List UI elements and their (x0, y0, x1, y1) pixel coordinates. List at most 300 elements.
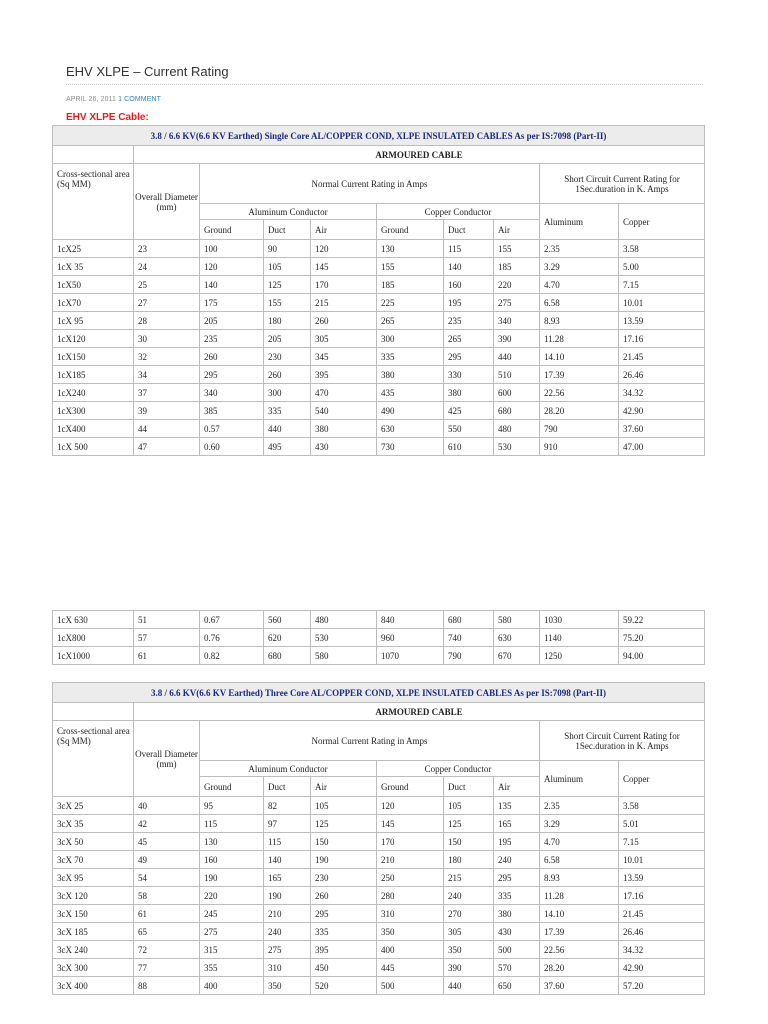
cross-section-header: Cross-sectional area (Sq MM) (53, 164, 134, 240)
cell-al-ground: 190 (200, 869, 264, 887)
cell-cu-duct: 380 (444, 384, 494, 402)
table-row (53, 869, 705, 887)
cell-sc-copper: 5.01 (619, 815, 705, 833)
cell-sc-aluminum: 28.20 (540, 959, 619, 977)
cell-cu-duct: 215 (444, 869, 494, 887)
cell-cu-ground: 380 (377, 366, 444, 384)
cell-al-duct: 300 (264, 384, 311, 402)
cell-cu-duct: 115 (444, 240, 494, 258)
cell-sc-copper: 3.58 (619, 240, 705, 258)
table-row (53, 851, 705, 869)
cell-sc-aluminum: 14.10 (540, 348, 619, 366)
cell-al-ground: 355 (200, 959, 264, 977)
cell-cu-air: 510 (494, 366, 540, 384)
short-circuit-header: Short Circuit Current Rating for 1Sec.duration in K. Amps (540, 721, 705, 761)
single-core-table (52, 125, 705, 456)
cell-overall-diameter: 23 (134, 240, 200, 258)
cell-cu-ground: 265 (377, 312, 444, 330)
cell-al-air: 125 (311, 815, 377, 833)
cell-sc-copper: 17.16 (619, 330, 705, 348)
cross-section-header: Cross-sectional area (Sq MM) (53, 721, 134, 797)
cell-al-air: 215 (311, 294, 377, 312)
cell-al-air: 345 (311, 348, 377, 366)
cell-size: 1cX400 (53, 420, 134, 438)
cell-al-duct: 275 (264, 941, 311, 959)
cell-al-air: 380 (311, 420, 377, 438)
cell-sc-aluminum: 1030 (540, 611, 619, 629)
cell-al-ground: 0.60 (200, 438, 264, 456)
table-row (53, 905, 705, 923)
cell-sc-aluminum: 22.56 (540, 384, 619, 402)
cell-cu-air: 430 (494, 923, 540, 941)
cell-al-ground: 0.67 (200, 611, 264, 629)
cell-sc-aluminum: 6.58 (540, 851, 619, 869)
cell-al-ground: 140 (200, 276, 264, 294)
cell-sc-copper: 13.59 (619, 869, 705, 887)
cell-cu-ground: 400 (377, 941, 444, 959)
cell-al-air: 470 (311, 384, 377, 402)
cell-al-ground: 160 (200, 851, 264, 869)
cell-al-air: 145 (311, 258, 377, 276)
cell-cu-duct: 240 (444, 887, 494, 905)
cell-overall-diameter: 54 (134, 869, 200, 887)
cell-cu-duct: 265 (444, 330, 494, 348)
cell-al-ground: 95 (200, 797, 264, 815)
table-row (53, 977, 705, 995)
cell-al-ground: 235 (200, 330, 264, 348)
section-heading: EHV XLPE Cable: (66, 112, 149, 123)
cell-size: 3cX 300 (53, 959, 134, 977)
copper-conductor-header: Copper Conductor (377, 761, 540, 777)
cell-sc-copper: 7.15 (619, 833, 705, 851)
cell-overall-diameter: 49 (134, 851, 200, 869)
cell-cu-air: 390 (494, 330, 540, 348)
cell-cu-duct: 790 (444, 647, 494, 665)
cu-ground-header: Ground (377, 777, 444, 797)
cell-sc-copper: 13.59 (619, 312, 705, 330)
cell-overall-diameter: 45 (134, 833, 200, 851)
cell-al-duct: 155 (264, 294, 311, 312)
cell-sc-aluminum: 4.70 (540, 276, 619, 294)
cu-duct-header: Duct (444, 220, 494, 240)
cell-size: 3cX 400 (53, 977, 134, 995)
cell-size: 1cX300 (53, 402, 134, 420)
armoured-cable-header: ARMOURED CABLE (134, 703, 705, 721)
cell-overall-diameter: 34 (134, 366, 200, 384)
cell-al-air: 230 (311, 869, 377, 887)
cell-al-duct: 115 (264, 833, 311, 851)
title-divider (66, 84, 703, 85)
cell-cu-air: 650 (494, 977, 540, 995)
cell-overall-diameter: 37 (134, 384, 200, 402)
table-row (53, 959, 705, 977)
cell-size: 3cX 95 (53, 869, 134, 887)
cell-cu-ground: 1070 (377, 647, 444, 665)
cell-al-air: 530 (311, 629, 377, 647)
post-meta (66, 96, 161, 103)
cell-sc-aluminum: 11.28 (540, 330, 619, 348)
cell-overall-diameter: 27 (134, 294, 200, 312)
cell-size: 1cX50 (53, 276, 134, 294)
cell-cu-ground: 130 (377, 240, 444, 258)
al-air-header: Air (311, 220, 377, 240)
cell-sc-copper: 42.90 (619, 959, 705, 977)
cell-cu-duct: 440 (444, 977, 494, 995)
cell-cu-air: 570 (494, 959, 540, 977)
cell-sc-copper: 21.45 (619, 905, 705, 923)
normal-rating-label: Normal Current Rating in Amps (311, 735, 428, 746)
cell-cu-duct: 160 (444, 276, 494, 294)
cell-cu-ground: 280 (377, 887, 444, 905)
cell-size: 1cX 500 (53, 438, 134, 456)
aluminum-conductor-header: Aluminum Conductor (200, 761, 377, 777)
cell-cu-air: 600 (494, 384, 540, 402)
cell-sc-copper: 26.46 (619, 366, 705, 384)
cell-cu-duct: 105 (444, 797, 494, 815)
cell-sc-copper: 34.32 (619, 384, 705, 402)
cell-sc-copper: 34.32 (619, 941, 705, 959)
cell-al-duct: 82 (264, 797, 311, 815)
cell-al-ground: 175 (200, 294, 264, 312)
cell-al-ground: 130 (200, 833, 264, 851)
table-row (53, 629, 705, 647)
al-ground-header: Ground (200, 777, 264, 797)
table-row (53, 887, 705, 905)
cell-cu-duct: 425 (444, 402, 494, 420)
cell-cu-duct: 330 (444, 366, 494, 384)
cell-al-duct: 350 (264, 977, 311, 995)
cell-cu-air: 680 (494, 402, 540, 420)
cell-overall-diameter: 72 (134, 941, 200, 959)
cell-cu-ground: 250 (377, 869, 444, 887)
cell-al-duct: 620 (264, 629, 311, 647)
table-row (53, 941, 705, 959)
cell-sc-copper: 10.01 (619, 294, 705, 312)
post-date: APRIL 26, 2011 (66, 96, 117, 103)
cell-al-duct: 230 (264, 348, 311, 366)
al-duct-header: Duct (264, 220, 311, 240)
cell-al-duct: 335 (264, 402, 311, 420)
cell-al-ground: 220 (200, 887, 264, 905)
cell-cu-duct: 180 (444, 851, 494, 869)
cell-cu-air: 195 (494, 833, 540, 851)
cell-overall-diameter: 61 (134, 905, 200, 923)
al-air-header: Air (311, 777, 377, 797)
cell-al-duct: 560 (264, 611, 311, 629)
cell-cu-duct: 150 (444, 833, 494, 851)
cu-ground-header: Ground (377, 220, 444, 240)
cell-cu-air: 340 (494, 312, 540, 330)
normal-rating-header (200, 164, 540, 204)
cell-cu-air: 670 (494, 647, 540, 665)
cell-size: 3cX 185 (53, 923, 134, 941)
table-row (53, 258, 705, 276)
cell-sc-aluminum: 8.93 (540, 312, 619, 330)
short-circuit-header: Short Circuit Current Rating for 1Sec.duration in K. Amps (540, 164, 705, 204)
cell-al-ground: 245 (200, 905, 264, 923)
cell-sc-copper: 59.22 (619, 611, 705, 629)
comment-link[interactable]: 1 COMMENT (118, 96, 161, 103)
cell-sc-copper: 47.00 (619, 438, 705, 456)
cu-air-header: Air (494, 220, 540, 240)
cell-al-duct: 180 (264, 312, 311, 330)
cell-al-duct: 140 (264, 851, 311, 869)
normal-rating-label: Normal Current Rating in Amps (311, 178, 428, 189)
cell-al-air: 295 (311, 905, 377, 923)
cell-cu-ground: 500 (377, 977, 444, 995)
cell-al-air: 170 (311, 276, 377, 294)
cell-sc-aluminum: 1140 (540, 629, 619, 647)
cell-cu-duct: 295 (444, 348, 494, 366)
header-spacer (53, 146, 134, 164)
cell-cu-ground: 210 (377, 851, 444, 869)
table-row (53, 833, 705, 851)
cell-al-air: 430 (311, 438, 377, 456)
table-caption: 3.8 / 6.6 KV(6.6 KV Earthed) Three Core AL/COPPER COND, XLPE INSULATED CABLES As per IS:7098 (Part-II) (53, 683, 705, 703)
cell-cu-ground: 145 (377, 815, 444, 833)
cell-cu-air: 440 (494, 348, 540, 366)
cell-cu-ground: 435 (377, 384, 444, 402)
cell-size: 1cX800 (53, 629, 134, 647)
cell-cu-duct: 610 (444, 438, 494, 456)
cell-cu-ground: 300 (377, 330, 444, 348)
cell-cu-duct: 125 (444, 815, 494, 833)
cell-sc-aluminum: 22.56 (540, 941, 619, 959)
cell-al-ground: 295 (200, 366, 264, 384)
cell-al-duct: 310 (264, 959, 311, 977)
cell-al-duct: 90 (264, 240, 311, 258)
cell-sc-copper: 37.60 (619, 420, 705, 438)
cell-cu-air: 500 (494, 941, 540, 959)
cell-al-duct: 680 (264, 647, 311, 665)
table-caption: 3.8 / 6.6 KV(6.6 KV Earthed) Single Core AL/COPPER COND, XLPE INSULATED CABLES As per IS:7098 (Part-II) (53, 126, 705, 146)
cell-overall-diameter: 28 (134, 312, 200, 330)
cell-overall-diameter: 42 (134, 815, 200, 833)
cell-overall-diameter: 61 (134, 647, 200, 665)
cell-size: 3cX 70 (53, 851, 134, 869)
cell-cu-duct: 195 (444, 294, 494, 312)
cell-size: 1cX25 (53, 240, 134, 258)
table-row (53, 366, 705, 384)
sc-copper-header: Copper (619, 204, 705, 240)
cell-sc-aluminum: 4.70 (540, 833, 619, 851)
table-row (53, 420, 705, 438)
cell-sc-copper: 10.01 (619, 851, 705, 869)
cell-al-ground: 120 (200, 258, 264, 276)
cell-al-air: 260 (311, 887, 377, 905)
cell-size: 1cX1000 (53, 647, 134, 665)
cell-al-duct: 495 (264, 438, 311, 456)
cell-cu-ground: 170 (377, 833, 444, 851)
cell-al-ground: 260 (200, 348, 264, 366)
table-row (53, 923, 705, 941)
cell-al-air: 580 (311, 647, 377, 665)
cell-overall-diameter: 40 (134, 797, 200, 815)
cell-overall-diameter: 65 (134, 923, 200, 941)
cell-sc-copper: 17.16 (619, 887, 705, 905)
cell-size: 1cX120 (53, 330, 134, 348)
cell-size: 3cX 120 (53, 887, 134, 905)
table-row (53, 276, 705, 294)
cell-sc-aluminum: 3.29 (540, 815, 619, 833)
cell-size: 3cX 35 (53, 815, 134, 833)
cell-al-air: 520 (311, 977, 377, 995)
cell-cu-duct: 740 (444, 629, 494, 647)
cell-sc-copper: 42.90 (619, 402, 705, 420)
cell-al-air: 395 (311, 941, 377, 959)
cell-cu-air: 185 (494, 258, 540, 276)
cell-al-air: 150 (311, 833, 377, 851)
cell-cu-air: 275 (494, 294, 540, 312)
page-title: EHV XLPE – Current Rating (66, 64, 229, 79)
table-row (53, 402, 705, 420)
cell-overall-diameter: 77 (134, 959, 200, 977)
overall-diameter-header: Overall Diameter (mm) (134, 721, 200, 797)
cell-sc-copper: 5.00 (619, 258, 705, 276)
cell-size: 1cX150 (53, 348, 134, 366)
three-core-table (52, 682, 705, 995)
cu-air-header: Air (494, 777, 540, 797)
cell-sc-aluminum: 3.29 (540, 258, 619, 276)
cell-overall-diameter: 32 (134, 348, 200, 366)
cell-size: 3cX 25 (53, 797, 134, 815)
cell-overall-diameter: 51 (134, 611, 200, 629)
normal-rating-header (200, 721, 540, 761)
cell-sc-aluminum: 1250 (540, 647, 619, 665)
cell-sc-copper: 26.46 (619, 923, 705, 941)
cell-cu-duct: 350 (444, 941, 494, 959)
cell-overall-diameter: 25 (134, 276, 200, 294)
cell-al-ground: 315 (200, 941, 264, 959)
cell-al-air: 105 (311, 797, 377, 815)
cell-sc-aluminum: 910 (540, 438, 619, 456)
cell-cu-ground: 445 (377, 959, 444, 977)
cu-duct-header: Duct (444, 777, 494, 797)
cell-al-duct: 190 (264, 887, 311, 905)
cell-cu-ground: 335 (377, 348, 444, 366)
cell-sc-copper: 21.45 (619, 348, 705, 366)
sc-aluminum-header: Aluminum (540, 761, 619, 797)
cell-cu-ground: 120 (377, 797, 444, 815)
cell-sc-aluminum: 8.93 (540, 869, 619, 887)
cell-al-air: 540 (311, 402, 377, 420)
cell-size: 3cX 240 (53, 941, 134, 959)
cell-sc-aluminum: 14.10 (540, 905, 619, 923)
cell-cu-duct: 390 (444, 959, 494, 977)
cell-size: 1cX70 (53, 294, 134, 312)
cell-cu-ground: 310 (377, 905, 444, 923)
cell-al-ground: 400 (200, 977, 264, 995)
cell-cu-ground: 730 (377, 438, 444, 456)
cell-cu-duct: 305 (444, 923, 494, 941)
table-row (53, 240, 705, 258)
table-row (53, 312, 705, 330)
cell-size: 3cX 150 (53, 905, 134, 923)
cell-al-ground: 0.82 (200, 647, 264, 665)
cell-cu-ground: 960 (377, 629, 444, 647)
cell-overall-diameter: 24 (134, 258, 200, 276)
cell-cu-duct: 550 (444, 420, 494, 438)
cell-cu-air: 630 (494, 629, 540, 647)
cell-cu-duct: 270 (444, 905, 494, 923)
cell-al-ground: 0.57 (200, 420, 264, 438)
cell-al-duct: 125 (264, 276, 311, 294)
table-row (53, 797, 705, 815)
cell-al-ground: 275 (200, 923, 264, 941)
cell-cu-air: 530 (494, 438, 540, 456)
cell-al-air: 190 (311, 851, 377, 869)
cell-size: 1cX185 (53, 366, 134, 384)
cell-overall-diameter: 88 (134, 977, 200, 995)
cell-al-duct: 440 (264, 420, 311, 438)
cell-al-ground: 385 (200, 402, 264, 420)
al-duct-header: Duct (264, 777, 311, 797)
header-spacer (53, 703, 134, 721)
cell-size: 1cX 35 (53, 258, 134, 276)
cell-al-duct: 205 (264, 330, 311, 348)
cell-al-duct: 260 (264, 366, 311, 384)
cell-cu-air: 155 (494, 240, 540, 258)
cell-al-air: 395 (311, 366, 377, 384)
cell-al-duct: 105 (264, 258, 311, 276)
armoured-cable-header: ARMOURED CABLE (134, 146, 705, 164)
cell-cu-ground: 840 (377, 611, 444, 629)
table-row (53, 384, 705, 402)
cell-al-duct: 240 (264, 923, 311, 941)
cell-overall-diameter: 44 (134, 420, 200, 438)
cell-al-duct: 210 (264, 905, 311, 923)
cell-size: 1cX 95 (53, 312, 134, 330)
cell-cu-ground: 225 (377, 294, 444, 312)
cell-cu-ground: 350 (377, 923, 444, 941)
cell-sc-copper: 94.00 (619, 647, 705, 665)
table-row (53, 647, 705, 665)
cell-sc-copper: 75.20 (619, 629, 705, 647)
cell-cu-ground: 185 (377, 276, 444, 294)
cell-al-air: 450 (311, 959, 377, 977)
cell-cu-air: 380 (494, 905, 540, 923)
cell-al-air: 305 (311, 330, 377, 348)
cell-cu-air: 165 (494, 815, 540, 833)
cell-al-duct: 97 (264, 815, 311, 833)
table-row (53, 815, 705, 833)
table-row (53, 294, 705, 312)
cell-cu-air: 580 (494, 611, 540, 629)
cell-size: 1cX 630 (53, 611, 134, 629)
cell-cu-ground: 630 (377, 420, 444, 438)
cell-cu-air: 220 (494, 276, 540, 294)
cell-sc-aluminum: 17.39 (540, 366, 619, 384)
cell-al-ground: 115 (200, 815, 264, 833)
cell-sc-aluminum: 37.60 (540, 977, 619, 995)
cell-sc-aluminum: 790 (540, 420, 619, 438)
cell-cu-duct: 140 (444, 258, 494, 276)
cell-al-duct: 165 (264, 869, 311, 887)
table-row (53, 348, 705, 366)
cell-overall-diameter: 30 (134, 330, 200, 348)
cell-sc-copper: 7.15 (619, 276, 705, 294)
cell-cu-air: 240 (494, 851, 540, 869)
cell-overall-diameter: 57 (134, 629, 200, 647)
cell-cu-air: 335 (494, 887, 540, 905)
copper-conductor-header: Copper Conductor (377, 204, 540, 220)
cell-sc-aluminum: 2.35 (540, 240, 619, 258)
cell-cu-ground: 490 (377, 402, 444, 420)
table-row (53, 611, 705, 629)
cell-al-air: 335 (311, 923, 377, 941)
cell-al-air: 480 (311, 611, 377, 629)
cell-sc-aluminum: 2.35 (540, 797, 619, 815)
